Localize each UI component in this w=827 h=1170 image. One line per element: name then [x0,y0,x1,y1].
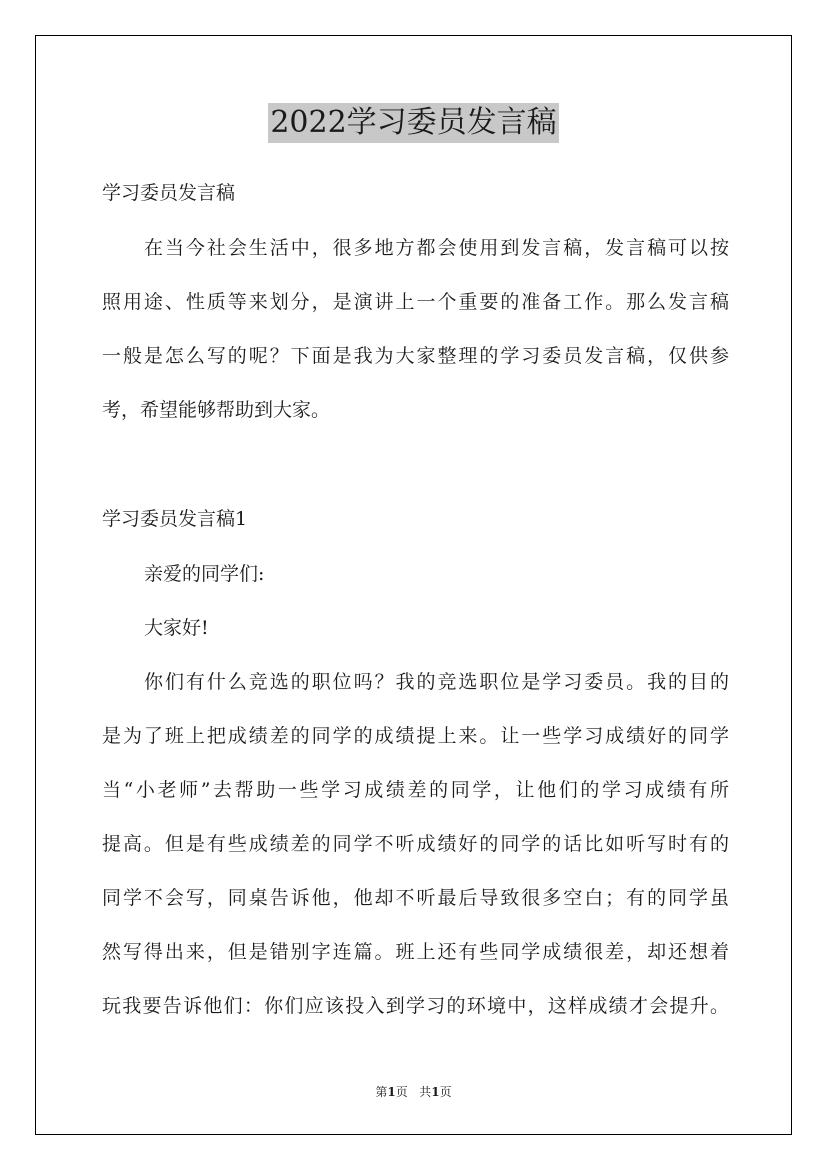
page-number: 1 [387,1085,396,1099]
body-line-2: 是为了班上把成绩差的同学的成绩提上来。让一些学习成绩好的同学 [102,725,729,747]
total-pages: 1 [431,1085,440,1099]
body-line-3: 当“小老师”去帮助一些学习成绩差的同学，让他们的学习成绩有所 [102,779,729,801]
salutation: 亲爱的同学们: [144,563,265,585]
body-line-6: 然写得出来，但是错别字连篇。班上还有些同学成绩很差，却还想着 [102,941,729,963]
intro-line-3: 一般是怎么写的呢？下面是我为大家整理的学习委员发言稿，仅供参 [102,345,729,367]
title-container [0,103,827,143]
body-line-5: 同学不会写，同桌告诉他，他却不听最后导致很多空白；有的同学虽 [102,887,729,909]
body-line-4: 提高。但是有些成绩差的同学不听成绩好的同学的话比如听写时有的 [102,833,729,855]
intro-line-4: 考，希望能够帮助到大家。 [102,399,331,421]
total-label-prefix: 共 [419,1085,432,1099]
document-title: 2022学习委员发言稿 [268,103,558,143]
intro-line-1: 在当今社会生活中，很多地方都会使用到发言稿，发言稿可以按 [144,237,729,259]
body-line-1: 你们有什么竞选的职位吗？我的竞选职位是学习委员。我的目的 [144,671,729,693]
page-footer [0,1084,827,1100]
document-subtitle: 学习委员发言稿 [102,182,236,204]
section-heading: 学习委员发言稿1 [102,508,248,530]
page-label-suffix: 页 [395,1085,408,1099]
intro-line-2: 照用途、性质等来划分，是演讲上一个重要的准备工作。那么发言稿 [102,291,729,313]
total-label-suffix: 页 [439,1085,452,1099]
body-line-7: 玩我要告诉他们：你们应该投入到学习的环境中，这样成绩才会提升。 [102,995,729,1017]
greeting: 大家好! [144,617,209,639]
page-label-prefix: 第 [375,1085,388,1099]
